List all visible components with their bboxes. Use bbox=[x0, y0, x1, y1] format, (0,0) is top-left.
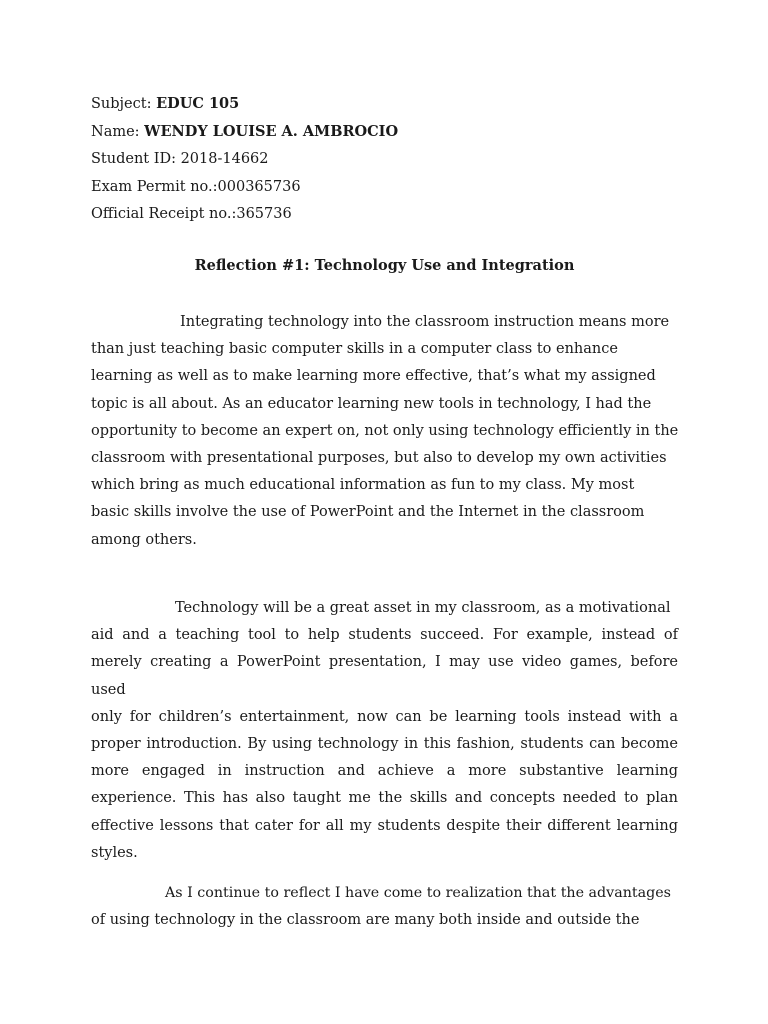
document-header bbox=[91, 90, 691, 228]
paragraph-line: merely creating a PowerPoint presentation, I may use video games, before used bbox=[91, 654, 678, 698]
official-receipt-line: Official Receipt no.:365736 bbox=[91, 205, 292, 222]
paragraph-line: proper introduction. By using technology in this fashion, students can become bbox=[91, 736, 678, 753]
subject-label: Subject: bbox=[91, 96, 157, 112]
paragraph-line: more engaged in instruction and achieve a more substantive learning bbox=[91, 763, 678, 780]
paragraph-line: Technology will be a great asset in my classroom, as a motivational bbox=[175, 600, 671, 616]
name-value: WENDY LOUISE A. AMBROCIO bbox=[144, 123, 399, 141]
paragraph-line: effective lessons that cater for all my students despite their different learning bbox=[91, 817, 678, 834]
subject-value: EDUC 105 bbox=[156, 95, 240, 112]
subject-line bbox=[91, 90, 691, 118]
paragraph-line: than just teaching basic computer skills in a computer class to enhance bbox=[91, 341, 618, 358]
paragraph-line: aid and a teaching tool to help students succeed. For example, instead of bbox=[91, 627, 678, 644]
paragraph-line: styles. bbox=[91, 844, 138, 861]
document-title: Reflection #1: Technology Use and Integration bbox=[194, 257, 575, 274]
paragraph-1 bbox=[91, 309, 678, 554]
paragraph-line: among others. bbox=[91, 531, 197, 548]
paragraph-line: Integrating technology into the classroom instruction means more bbox=[180, 314, 670, 330]
exam-permit-line: Exam Permit no.:000365736 bbox=[91, 178, 301, 195]
paragraph-line: topic is all about. As an educator learning new tools in technology, I had the bbox=[91, 395, 652, 412]
paragraph-line: As I continue to reflect I have come to realization that the advantages bbox=[165, 885, 671, 901]
paragraph-line: opportunity to become an expert on, not only using technology efficiently in the bbox=[91, 422, 679, 439]
name-label: Name: bbox=[91, 124, 145, 141]
paragraph-line: learning as well as to make learning more effective, that’s what my assigned bbox=[91, 368, 656, 385]
student-id-line: Student ID: 2018-14662 bbox=[91, 151, 269, 168]
paragraph-3 bbox=[91, 880, 678, 934]
paragraph-line: experience. This has also taught me the skills and concepts needed to plan bbox=[91, 790, 678, 807]
paragraph-line: only for children’s entertainment, now can be learning tools instead with a bbox=[91, 708, 678, 725]
paragraph-line: classroom with presentational purposes, but also to develop my own activities bbox=[91, 450, 667, 467]
name-line bbox=[91, 118, 691, 146]
paragraph-line: which bring as much educational information as fun to my class. My most bbox=[91, 477, 635, 494]
paragraph-line: of using technology in the classroom are many both inside and outside the bbox=[91, 912, 640, 929]
paragraph-line: basic skills involve the use of PowerPoint and the Internet in the classroom bbox=[91, 504, 645, 521]
paragraph-2 bbox=[91, 595, 678, 867]
